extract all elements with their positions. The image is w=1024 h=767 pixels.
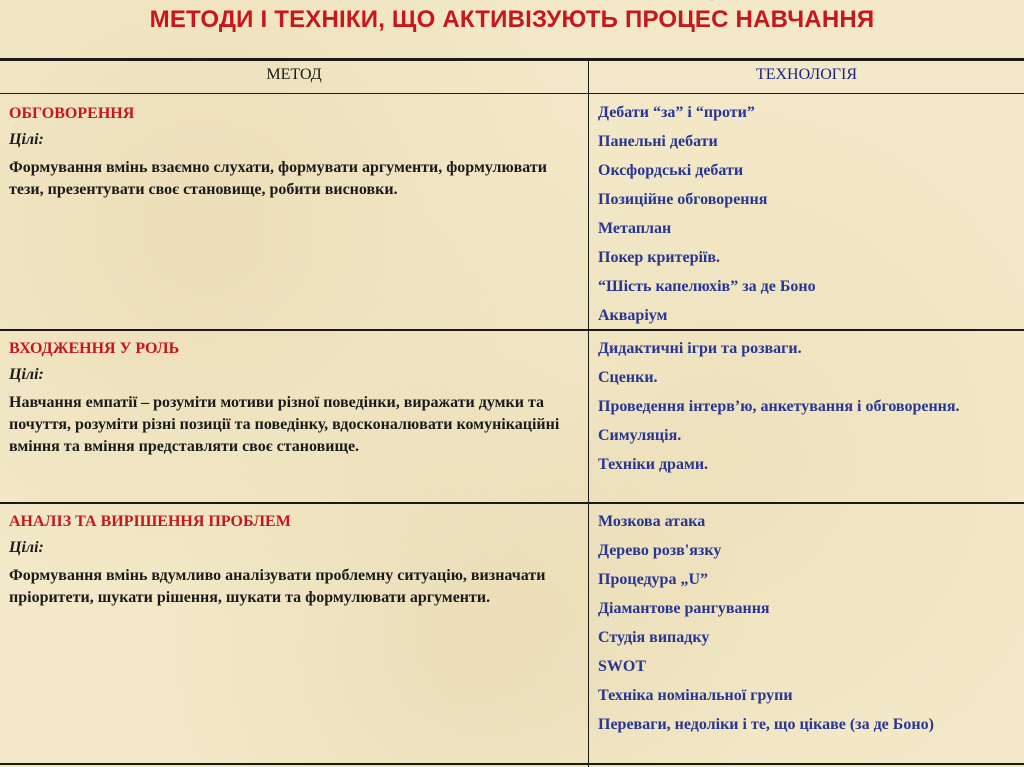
technology-item: Симуляція. — [598, 427, 682, 444]
technology-item: Техніки драми. — [598, 456, 709, 473]
method-cell-problem-solving — [9, 511, 579, 609]
goals-text: Формування вмінь вдумливо аналізувати проблемну ситуацію, визначати пріоритети, шукати рішення, шукати та формулювати аргументи. — [9, 567, 546, 606]
method-name: ОБГОВОРЕННЯ — [9, 105, 135, 122]
technology-list-role-play — [598, 338, 998, 483]
technology-item: Техніка номінальної групи — [598, 687, 793, 704]
technology-item: Позиційне обговорення — [598, 191, 768, 208]
technology-item: Переваги, недоліки і те, що цікаве (за де Боно) — [598, 716, 934, 733]
method-cell-role-play — [9, 338, 579, 458]
technology-item: Дебати “за” і “проти” — [598, 104, 755, 121]
table-bottom-border — [0, 763, 1024, 765]
technology-list-problem-solving — [598, 511, 998, 743]
header-divider — [0, 93, 1024, 94]
table-top-border — [0, 58, 1024, 61]
technology-item: Процедура „U” — [598, 571, 708, 588]
technology-item: Сценки. — [598, 369, 658, 386]
goals-label: Цілі: — [9, 131, 44, 148]
method-cell-discussion — [9, 103, 579, 201]
technology-item: Діамантове рангування — [598, 600, 770, 617]
header-method: МЕТОД — [266, 66, 322, 83]
goals-text: Навчання емпатії – розуміти мотиви різної поведінки, виражати думки та почуття, розуміти різні позиції та поведінку, вдосконалювати комунікаційні вміння та вміння представляти своє становище. — [9, 394, 560, 455]
technology-item: Дидактичні ігри та розваги. — [598, 340, 802, 357]
row-divider-2 — [0, 502, 1024, 504]
page-title: МЕТОДИ І ТЕХНІКИ, ЩО АКТИВІЗУЮТЬ ПРОЦЕС НАВЧАННЯ — [149, 6, 875, 33]
technology-item: Мозкова атака — [598, 513, 706, 530]
column-divider — [588, 60, 589, 767]
goals-label: Цілі: — [9, 539, 44, 556]
header-technology: ТЕХНОЛОГІЯ — [755, 66, 858, 83]
technology-item: Акваріум — [598, 307, 668, 324]
goals-label: Цілі: — [9, 366, 44, 383]
technology-item: Студія випадку — [598, 629, 710, 646]
technology-item: “Шість капелюхів” за де Боно — [598, 278, 816, 295]
technology-item: SWOT — [598, 658, 647, 675]
technology-item: Покер критеріїв. — [598, 249, 720, 266]
technology-item: Проведення інтерв’ю, анкетування і обговорення. — [598, 398, 960, 415]
technology-item: Дерево розв'язку — [598, 542, 722, 559]
method-name: ВХОДЖЕННЯ У РОЛЬ — [9, 340, 180, 357]
technology-item: Панельні дебати — [598, 133, 718, 150]
goals-text: Формування вмінь взаємно слухати, формувати аргументи, формулювати тези, презентувати своє становище, робити висновки. — [9, 159, 547, 198]
method-name: АНАЛІЗ ТА ВИРІШЕННЯ ПРОБЛЕМ — [9, 513, 291, 530]
technology-item: Оксфордські дебати — [598, 162, 744, 179]
technology-item: Метаплан — [598, 220, 672, 237]
technology-list-discussion — [598, 102, 998, 334]
